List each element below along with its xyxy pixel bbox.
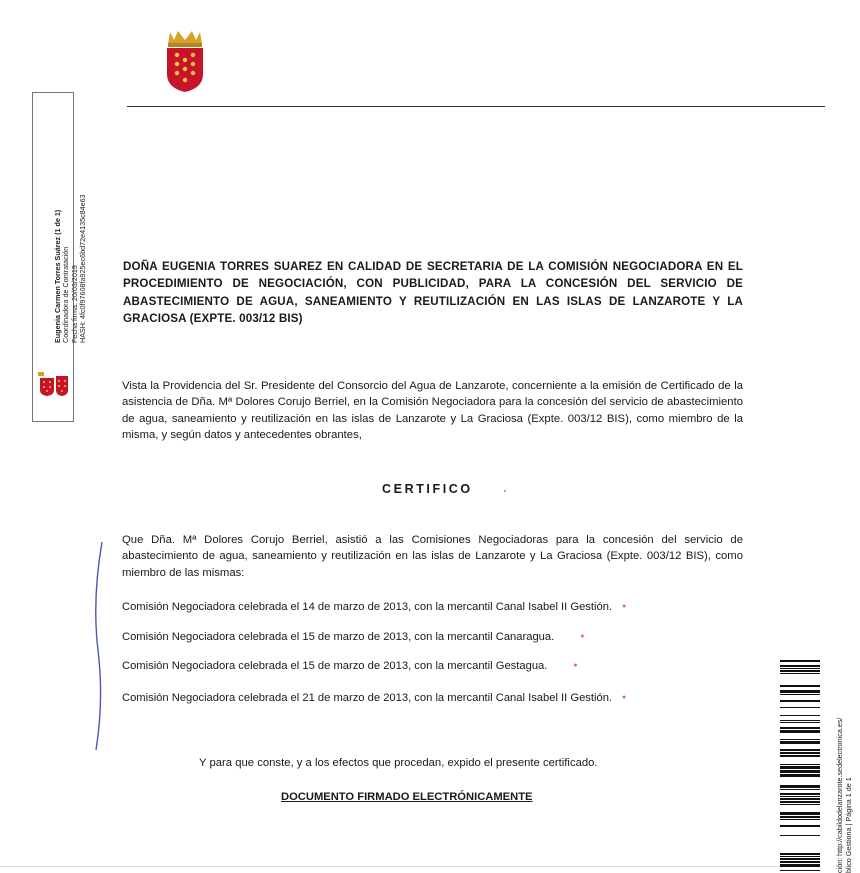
barcode-stripe (780, 819, 820, 820)
session-item (122, 660, 578, 672)
barcode-stripe (780, 670, 820, 672)
barcode-stripe (780, 870, 820, 871)
barcode-stripe (780, 861, 820, 863)
barcode-stripe (780, 660, 820, 662)
stamp-sign-date: Fecha firma: 20/03/2019 (69, 265, 79, 343)
barcode-stripe (780, 856, 820, 857)
check-mark-icon: ● (573, 662, 578, 669)
stamp-crest-icon (36, 370, 70, 396)
barcode-stripe (780, 812, 820, 815)
session-text: Comisión Negociadora celebrada el 14 de marzo de 2013, con la mercantil Canal Isabel II Gestión. (122, 601, 613, 613)
barcode-stripe (780, 668, 820, 669)
barcode-stripe (780, 752, 820, 754)
barcode-stripe (780, 785, 820, 788)
check-mark-icon: ● (622, 603, 627, 610)
barcode-stripe (780, 796, 820, 797)
body-paragraph: Que Dña. Mª Dolores Corujo Berriel, asistió a las Comisiones Negociadoras para la concesión del servicio de abastecimiento de agua, saneamiento y reutilización en las islas de Lanzarote y La Graciosa (Expte. 003/12 BIS), como miembro de las mismas: (122, 534, 743, 579)
session-item (122, 692, 626, 704)
barcode-stripe (780, 789, 820, 790)
barcode-stripe (780, 801, 820, 803)
barcode-stripe (780, 665, 820, 667)
stamp-signer-name: Eugenia Carmen Torres Suárez (1 de 1) (53, 209, 62, 343)
session-text: Comisión Negociadora celebrada el 15 de marzo de 2013, con la mercantil Canaragua. (122, 631, 555, 643)
barcode-stripe (780, 673, 820, 674)
session-item (122, 601, 626, 613)
barcode-stripe (780, 766, 820, 769)
barcode-stripe (780, 690, 820, 693)
handwritten-bracket (90, 540, 110, 752)
barcode-stripe (780, 770, 820, 773)
stamp-signer-role: Coordinadora de Contratación (61, 246, 71, 343)
barcode-stripe (780, 694, 820, 695)
barcode-stripe (780, 730, 820, 733)
barcode-stripe (780, 816, 820, 818)
document-title: DOÑA EUGENIA TORRES SUAREZ EN CALIDAD DE SECRETARIA DE LA COMISIÓN NEGOCIADORA EN EL PROCEDIMIENTO DE NEGOCIACIÓN, CON PUBLICIDAD, PARA LA CONCESIÓN DEL SERVICIO DE ABASTECIMIENTO DE AGUA, SANEAMIENTO Y REUTILIZACIÓN EN LAS ISLAS DE LANZAROTE Y LA GRACIOSA (EXPTE. 003/12 BIS) (123, 260, 743, 326)
verification-text (836, 673, 853, 873)
barcode-stripe (780, 804, 820, 805)
barcode-stripe (780, 715, 820, 716)
signed-notice: DOCUMENTO FIRMADO ELECTRÓNICAMENTE (281, 791, 533, 803)
session-item (122, 631, 584, 643)
barcode-stripe (780, 739, 820, 740)
stray-mark (504, 490, 506, 492)
session-text: Comisión Negociadora celebrada el 21 de marzo de 2013, con la mercantil Canal Isabel II Gestión. (122, 692, 613, 704)
signature-stamp-text (54, 103, 87, 343)
barcode-stripe (780, 707, 820, 708)
barcode-stripe (780, 749, 820, 751)
verification-page: blico Gestiona | Página 1 de 1 (843, 777, 853, 873)
barcode-stripe (780, 774, 820, 777)
page-bottom-edge (0, 866, 780, 867)
session-text: Comisión Negociadora celebrada el 15 de marzo de 2013, con la mercantil Gestagua. (122, 660, 548, 672)
barcode-stripe (780, 825, 820, 827)
barcode-stripe (780, 864, 820, 867)
barcode-stripe (780, 722, 820, 723)
barcode-stripe (780, 700, 820, 702)
barcode-stripe (780, 764, 820, 765)
barcode-stripe (780, 685, 820, 687)
header-rule (127, 106, 825, 107)
barcode-stripe (780, 858, 820, 860)
barcode-stripe (780, 720, 820, 721)
barcode-stripe (780, 835, 820, 836)
barcode-stripe (780, 853, 820, 855)
coat-of-arms-icon (162, 28, 208, 94)
barcode-stripe (780, 741, 820, 744)
intro-paragraph: Vista la Providencia del Sr. Presidente del Consorcio del Agua de Lanzarote, concerniente a la emisión de Certificado de la asistencia de Dña. Mª Dolores Corujo Berriel, en la Comisión Negociadora para la concesión del servicio de abastecimiento de agua, saneamiento y reutilización en las islas de Lanzarote y La Graciosa (Expte. 003/12 BIS), como miembro de la misma, y según datos y antecedentes obrantes, (122, 380, 743, 442)
barcode-icon (780, 660, 820, 872)
certifico-heading: CERTIFICO (382, 482, 473, 496)
barcode-stripe (780, 727, 820, 729)
check-mark-icon: ● (622, 694, 627, 701)
verification-url: ción: http://cabildodelanzarote.sedelectronica.es/ (835, 717, 844, 873)
barcode-stripe (780, 798, 820, 800)
stamp-hash: HASH: 4fc0f97608fa925ec6bd72e4135c84e63 (77, 194, 87, 343)
check-mark-icon: ● (580, 633, 585, 640)
barcode-stripe (780, 793, 820, 795)
barcode-stripe (780, 755, 820, 757)
closing-text: Y para que conste, y a los efectos que procedan, expido el presente certificado. (199, 757, 598, 769)
